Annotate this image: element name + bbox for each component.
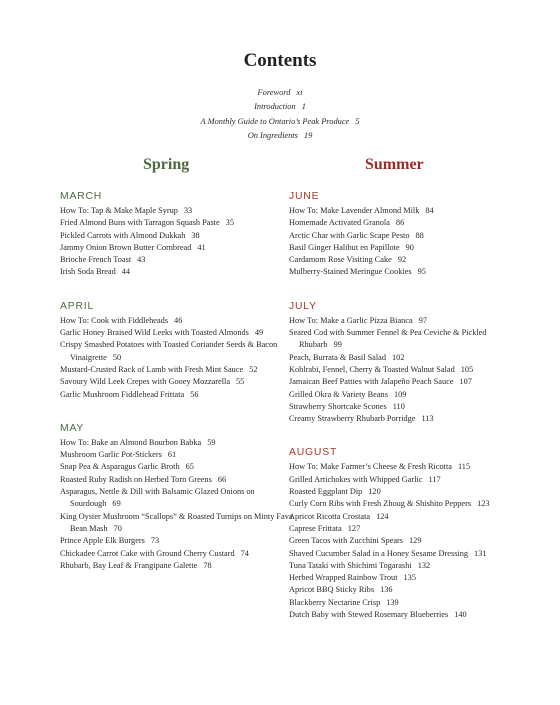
recipe-entry[interactable] [289, 352, 529, 364]
page-number: 78 [203, 560, 212, 570]
page-number: 19 [303, 130, 313, 140]
recipe-entry[interactable] [289, 535, 529, 547]
recipe-entry[interactable] [289, 584, 529, 596]
page-number: 55 [236, 377, 245, 387]
month-heading: MAY [60, 422, 85, 434]
recipe-title: Arctic Char with Garlic Scape Pesto [289, 230, 410, 240]
page-number: 46 [174, 315, 183, 325]
month-heading: JULY [289, 300, 317, 312]
recipe-title: Green Tacos with Zucchini Spears [289, 536, 404, 546]
month-heading: JUNE [289, 191, 320, 202]
recipe-title: Creamy Strawberry Rhubarb Porridge [289, 414, 416, 424]
recipe-title: Caprese Frittata [289, 523, 342, 533]
recipe-entry[interactable] [60, 217, 300, 229]
recipe-entry[interactable] [60, 548, 300, 560]
recipe-entry[interactable] [289, 486, 529, 498]
recipe-entry[interactable] [289, 560, 529, 572]
recipe-title: Herbed Wrapped Rainbow Trout [289, 573, 398, 583]
page-number: 139 [386, 597, 399, 607]
page-number: 52 [249, 364, 258, 374]
page-number: 33 [183, 206, 193, 215]
recipe-title: Grilled Okra & Variety Beans [289, 389, 388, 399]
page-number: 127 [347, 523, 361, 533]
page-number: 69 [112, 499, 121, 509]
recipe-title: Apricot BBQ Sticky Ribs [289, 585, 375, 595]
page-number: 132 [417, 560, 431, 570]
month-heading: MARCH [60, 191, 103, 202]
recipe-entry[interactable] [289, 376, 529, 388]
recipe-entry[interactable] [289, 266, 529, 278]
recipe-title: Cardamom Rose Visiting Cake [289, 255, 392, 265]
recipe-title: Roasted Ruby Radish on Herbed Torn Greens [60, 474, 212, 484]
recipe-title: Blackberry Nectarine Crisp [289, 597, 381, 607]
recipe-entry[interactable] [60, 254, 300, 266]
recipe-entry[interactable] [60, 242, 300, 254]
recipe-entry[interactable] [60, 376, 300, 388]
page-number: 107 [459, 377, 472, 387]
recipe-title: Strawberry Shortcake Scones [289, 401, 387, 411]
recipe-title: Tuna Tataki with Shichimi Togarashi [289, 560, 412, 570]
recipe-title: Mustard-Crusted Rack of Lamb with Fresh Mint Sauce [60, 364, 244, 374]
recipe-title: Fried Almond Buns with Tarragon Squash Paste [60, 218, 220, 228]
page-number: 109 [393, 389, 407, 399]
recipe-entry[interactable] [289, 230, 529, 242]
page-number: 99 [333, 340, 342, 350]
front-matter-title: On Ingredients [247, 130, 298, 140]
page-number: 97 [418, 315, 427, 325]
recipe-entry[interactable] [60, 266, 300, 278]
recipe-title: Mushroom Garlic Pot-Stickers [60, 450, 162, 460]
recipe-title: Roasted Eggplant Dip [289, 487, 363, 497]
month-heading: APRIL [60, 300, 95, 312]
recipe-title: Prince Apple Elk Burgers [60, 536, 145, 546]
page-number: 86 [395, 218, 405, 228]
recipe-entry[interactable] [289, 461, 529, 473]
recipe-entry[interactable] [289, 572, 529, 584]
recipe-entry[interactable] [60, 364, 300, 376]
front-matter-title: A Monthly Guide to Ontario’s Peak Produce [200, 116, 350, 126]
page-number: 74 [240, 548, 249, 558]
section-gap [60, 401, 300, 422]
page-number: 1 [301, 102, 306, 112]
recipe-title: Savoury Wild Leek Crepes with Gooey Mozzarella [60, 377, 231, 387]
recipe-entry[interactable] [289, 327, 529, 352]
page-number: xi [296, 88, 303, 97]
recipe-entry[interactable] [60, 535, 300, 547]
page-number: 88 [415, 230, 424, 240]
page-title: Contents [243, 50, 317, 71]
recipe-title: How To: Make a Garlic Pizza Bianca [289, 315, 413, 325]
recipe-title: Homemade Activated Granola [289, 218, 390, 228]
page-number: 90 [405, 242, 414, 252]
page-number: 35 [225, 218, 234, 228]
front-matter-item[interactable] [0, 86, 560, 100]
recipe-title: Seared Cod with Summer Fennel & Pea Ceviche & Pickled Rhubarb [289, 328, 487, 350]
front-matter-item[interactable] [0, 115, 560, 129]
recipe-title: Dutch Baby with Stewed Rosemary Blueberries [289, 610, 449, 620]
recipe-title: Curly Corn Ribs with Fresh Zhoug & Shishito Peppers [289, 499, 472, 509]
recipe-entry[interactable] [289, 205, 529, 217]
recipe-title: Grilled Artichokes with Whipped Garlic [289, 474, 423, 484]
recipe-entry[interactable] [60, 560, 300, 572]
page-number: 43 [137, 255, 146, 265]
recipe-entry[interactable] [289, 498, 529, 510]
recipe-title: Jamaican Beef Patties with Jalapeño Peach Sauce [289, 377, 454, 387]
page-number: 120 [368, 487, 381, 497]
front-matter-item[interactable] [0, 100, 560, 114]
page-number: 49 [254, 328, 264, 338]
recipe-entry[interactable] [60, 474, 300, 486]
page-number: 131 [474, 548, 487, 558]
recipe-title: Mulberry-Stained Meringue Cookies [289, 267, 412, 277]
recipe-entry[interactable] [289, 511, 529, 523]
front-matter-title: Foreword [257, 88, 291, 97]
page-number: 66 [217, 474, 227, 484]
recipe-entry[interactable] [60, 327, 300, 339]
recipe-entry[interactable] [289, 389, 529, 401]
page-number: 140 [454, 610, 467, 620]
recipe-title: How To: Bake an Almond Bourbon Babka [60, 437, 202, 447]
recipe-entry[interactable] [289, 609, 529, 621]
month-heading: AUGUST [289, 447, 338, 459]
recipe-entry[interactable] [60, 486, 300, 511]
recipe-title: Chickadee Carrot Cake with Ground Cherry Custard [60, 548, 235, 558]
recipe-entry[interactable] [289, 217, 529, 229]
recipe-entry[interactable] [289, 474, 529, 486]
recipe-entry[interactable] [289, 413, 529, 425]
page-number: 84 [425, 206, 434, 215]
front-matter-title: Introduction [254, 102, 296, 112]
recipe-title: How To: Make Lavender Almond Milk [289, 206, 420, 215]
page-number: 115 [457, 462, 471, 472]
page-number: 92 [397, 255, 407, 265]
page-number: 73 [150, 536, 160, 546]
recipe-entry[interactable] [60, 230, 300, 242]
recipe-entry[interactable] [289, 242, 529, 254]
page-number: 44 [121, 267, 131, 277]
front-matter-list [0, 86, 560, 143]
page-number: 129 [409, 536, 422, 546]
season-heading-summer: Summer [365, 156, 424, 173]
recipe-title: Asparagus, Nettle & Dill with Balsamic Glazed Onions on Sourdough [60, 487, 255, 509]
page-number: 110 [392, 401, 405, 411]
recipe-entry[interactable] [60, 205, 300, 217]
spring-column [60, 190, 300, 572]
page-number: 135 [403, 573, 416, 583]
page-number: 38 [191, 230, 200, 240]
section-gap [60, 279, 300, 300]
recipe-title: Peach, Burrata & Basil Salad [289, 352, 387, 362]
recipe-title: King Oyster Mushroom “Scallops” & Roasted Turnips on Minty Fava Bean Mash [60, 511, 293, 533]
page-number: 105 [460, 364, 474, 374]
recipe-title: Kohlrabi, Fennel, Cherry & Toasted Walnut Salad [289, 364, 455, 374]
page-number: 41 [197, 242, 206, 252]
recipe-title: Irish Soda Bread [60, 267, 116, 277]
recipe-entry[interactable] [60, 461, 300, 473]
recipe-entry[interactable] [289, 401, 529, 413]
page-number: 95 [417, 267, 426, 277]
page-number: 123 [477, 499, 490, 509]
page-number: 124 [376, 511, 389, 521]
summer-column [289, 190, 529, 621]
page-number: 65 [185, 462, 194, 472]
recipe-title: Brioche French Toast [60, 255, 132, 265]
recipe-title: Garlic Honey Braised Wild Leeks with Toasted Almonds [60, 328, 249, 338]
page-number: 50 [112, 352, 122, 362]
recipe-title: Pickled Carrots with Almond Dukkah [60, 230, 186, 240]
recipe-title: Jammy Onion Brown Butter Cornbread [60, 242, 192, 252]
recipe-title: Shaved Cucumber Salad in a Honey Sesame Dressing [289, 548, 469, 558]
recipe-entry[interactable] [289, 254, 529, 266]
recipe-title: Rhubarb, Bay Leaf & Frangipane Galette [60, 560, 198, 570]
recipe-entry[interactable] [60, 511, 300, 536]
recipe-entry[interactable] [289, 548, 529, 560]
recipe-entry[interactable] [60, 315, 300, 327]
page-number: 61 [167, 450, 177, 460]
page-number: 117 [428, 474, 441, 484]
page-number: 102 [392, 352, 405, 362]
section-gap [289, 279, 529, 300]
recipe-title: How To: Tap & Make Maple Syrup [60, 206, 178, 215]
recipe-entry[interactable] [60, 339, 300, 364]
front-matter-item[interactable] [0, 129, 560, 143]
recipe-title: Snap Pea & Asparagus Garlic Broth [60, 462, 180, 472]
section-gap [289, 425, 529, 446]
recipe-entry[interactable] [60, 389, 300, 401]
page-number: 5 [355, 116, 360, 126]
recipe-entry[interactable] [60, 449, 300, 461]
recipe-entry[interactable] [289, 523, 529, 535]
recipe-title: Basil Ginger Halibut en Papillote [289, 242, 400, 252]
recipe-entry[interactable] [60, 437, 300, 449]
recipe-title: Garlic Mushroom Fiddlehead Frittata [60, 389, 185, 399]
recipe-entry[interactable] [289, 315, 529, 327]
recipe-title: Apricot Ricotta Crostata [289, 511, 371, 521]
recipe-title: How To: Make Farmer’s Cheese & Fresh Ricotta [289, 462, 452, 472]
page-number: 113 [421, 414, 434, 424]
page-number: 59 [207, 437, 216, 447]
page-number: 136 [380, 585, 393, 595]
page-number: 70 [113, 523, 122, 533]
recipe-title: Crispy Smashed Potatoes with Toasted Coriander Seeds & Bacon Vinaigrette [60, 340, 278, 362]
page-number: 56 [190, 389, 199, 399]
recipe-title: How To: Cook with Fiddleheads [60, 315, 169, 325]
recipe-entry[interactable] [289, 597, 529, 609]
season-heading-spring: Spring [143, 156, 190, 173]
recipe-entry[interactable] [289, 364, 529, 376]
